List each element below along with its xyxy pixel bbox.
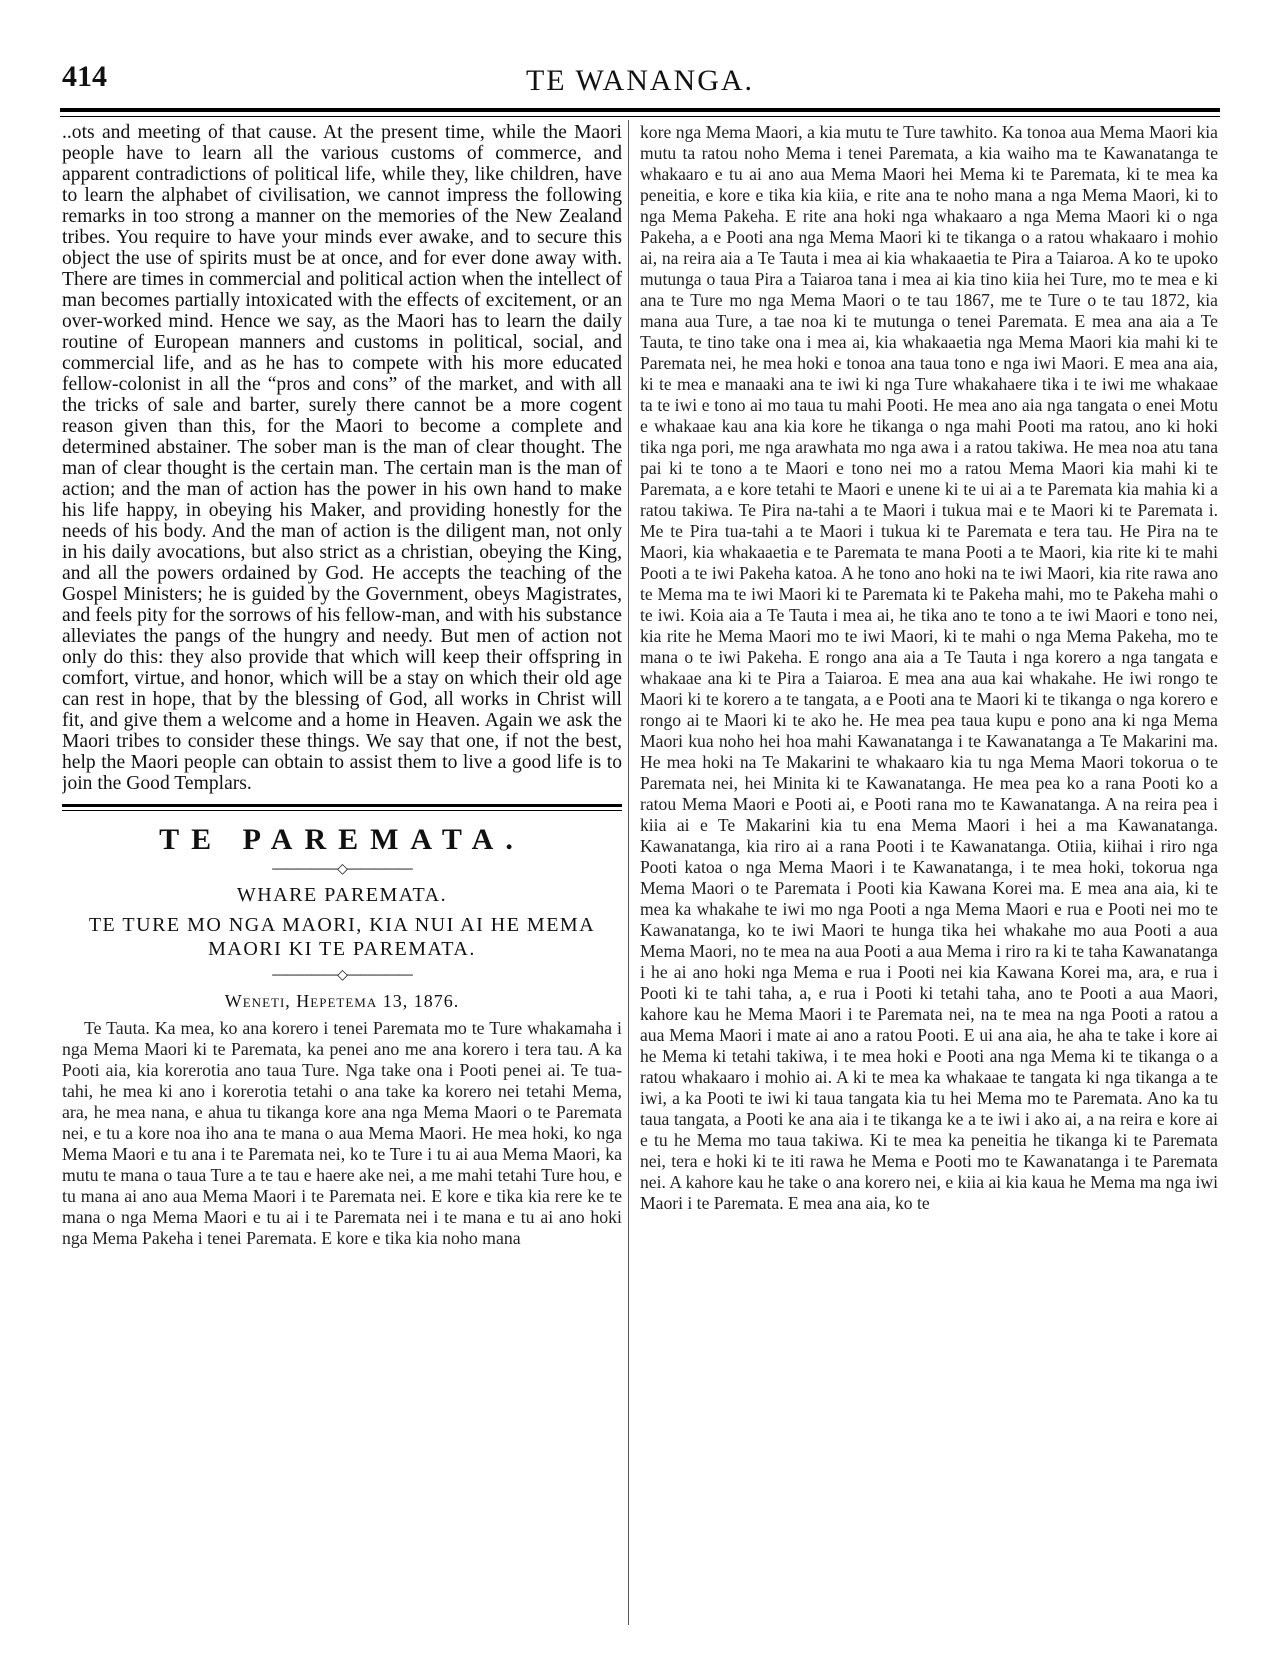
page-number: 414	[62, 60, 107, 93]
ornament-divider	[62, 967, 622, 983]
ornament-divider	[62, 861, 622, 877]
subtitle-te-ture: TE TURE MO NGA MAORI, KIA NUI AI HE MEMA MAORI KI TE PAREMATA.	[88, 914, 596, 960]
newspaper-title: TE WANANGA.	[525, 64, 755, 97]
english-article: ..ots and meeting of that cause. At the present time, while the Maori people have to learn all the various customs of commerce, and apparent contradictions of political life, while they, like children, have to learn the alphabet of civilisation, we cannot impress the following remarks in too strong a manner on the memories of the New Zealand tribes. You require to have your minds ever awake, and to secure this object the use of spirits must be at once, and for ever done away with. There are times in commercial and political action when the intellect of man becomes partially intoxicated with the effects of excitement, or an over-worked mind. Hence we say, as the Maori has to learn the daily routine of European manners and customs in political, social, and commercial life, and as he has to compete with his more educated fellow-colonist in all the “pros and cons” of the market, and with all the tricks of sale and barter, surely there cannot be a more cogent reason given than this, for the Maori to become a complete and determined abstainer. The sober man is the man of clear thought. The man of clear thought is the certain man. The certain man is the man of action; and the man of action has the power in his own hand to make his life happy, in obeying his Maker, and providing honestly for the needs of his body. And the man of action is the diligent man, not only in his daily avocations, but also strict as a christian, obeying the King, and all the powers ordained by God. He accepts the teaching of the Gospel Ministers; he is guided by the Government, obeys Magistrates, and feels pity for the sorrows of his fellow-man, and with his substance alleviates the pangs of the hungry and needy. But men of action not only do this: they also provide that which will keep their offspring in comfort, virtue, and honor, which will be a stay on which their old age can rest in hope, that by the blessing of God, all works in Christ will fit, and give them a welcome and a home in Heaven. Again we ask the Maori tribes to consider these things. We say that one, if not the best, help the Maori people can obtain to assist them to live a good life is to join the Good Templars.	[62, 122, 622, 794]
column-divider	[628, 120, 629, 1625]
subtitle-whare: WHARE PAREMATA.	[236, 884, 448, 906]
left-column	[62, 122, 622, 1642]
date-line: Weneti, Hepetema 13, 1876.	[224, 991, 460, 1011]
section-rule	[62, 804, 622, 811]
maori-report-continued: kore nga Mema Maori, a kia mutu te Ture tawhito. Ka tonoa aua Mema Maori kia mutu ta ratou noho Mema i tenei Paremata, a kia waiho ma te Kawanatanga te whakaaro e tu ai ano aua Mema Maori hei Mema ki te Paremata, ki te mea ka peneitia, e kore e tika kia kiia, e rite ana te noho mana a nga Mema Maori, ki to nga Mema Pakeha. E rite ana hoki nga whakaaro a nga Mema Maori ki o nga Pakeha, a e Pooti ana nga Mema Maori ki te tikanga o a ratou whakaaro i mohio ai, na reira aia a Te Tauta i mea ai kia whakaaetia te Pira a Taiaroa. A ko te upoko mutunga o taua Pira a Taiaroa tana i mea ai kia tino kiia hei Ture, mo te mea e ki ana te Ture mo nga Mema Maori o te tau 1867, me te Ture o te tau 1872, kia mana aua Ture, a tae noa ki te mutunga o tenei Paremata. E mea ana aia a Te Tauta, te tino take ona i mea ai, kia whakaaetia nga Mema Maori kia mahi ki te Paremata nei, he mea hoki e tonoa ana taua tono e nga iwi Maori. E mea ana aia, ki te mea e manaaki ana te iwi ki nga Ture whakahaere tika i te iwi me whakaae ta te iwi e tono ai mo taua tu mahi Pooti. He mea ano aia nga tangata o enei Motu e whakaae kau ana kia kore he tikanga o nga mahi Pooti ma ratou, ano ki hoki tika nga pori, me nga arawhata mo nga awa i a ratou takiwa. He mea noa atu tana pai ki te tono a te Maori e tono nei mo a ratou Mema Maori kia mahi ki te Paremata, a e kore tetahi te Maori e unene ki te ui ai a te Paremata kia mahia ki a ratou takiwa. Te Pira na-tahi a te Maori i tukua mai e te Maori ki te Paremata i. Me te Pira tua-tahi a te Maori i tukua ki te Paremata e tera tau. He Pira na te Maori, kia whakaaetia e te Paremata te mana Pooti a te Maori, kia rite ki te mahi Pooti a te iwi Pakeha katoa. A he tono ano hoki na te iwi Maori, kia rite rawa ano te Mema ma te iwi Maori ki te Paremata ki te Pakeha mahi, mo te Pakeha mahi o te iwi. Koia aia a Te Tauta i mea ai, he tika ano te tono a te iwi Maori e tono nei, kia rite he Mema Maori mo te iwi Maori, ki te mahi o nga Mema Pakeha, mo te mana o te iwi Pakeha. E rongo ana aia a Te Tauta i nga korero a nga tangata e whakaae ana ki te Pira a Taiaroa. E mea ana aua kai whakahe. He iwi rongo te Maori ki te korero a te tangata, a e Pooti ana te Maori ki te tikanga o nga korero e rongo ai te Maori ki te ako he. He mea pea taua kupu e pono ana ki nga Mema Maori kua noho hei hoa mahi Kawanatanga i te Kawanatanga a Te Makarini ma. He mea hoki na Te Makarini te whakaaro kia tu nga Mema Maori tokorua o te Paremata nei, hei Minita ki te Kawanatanga. He mea pea ko a rana Pooti ko a ratou Mema Maori e Pooti ai, e Pooti rana mo te Kawanatanga. A na reira pea i kiia ai e Te Makarini kia tu ena Mema Maori i hei a ma Kawanatanga. Kawanatanga, kia riro ai a rana Pooti i te Kawanatanga. Otiia, kiihai i riro nga Pooti katoa o nga Mema Maori i te Kawanatanga, i te mea hoki, tokorua nga Mema Maori o te Paremata i Pooti kia Kawana Korei ma. E mea ana aia, ki te mea ka whakahe te iwi mo nga Pooti a nga Mema Maori e rua e Pooti nei mo te Kawanatanga, ko te iwi Maori te hunga tika hei whakahe mo aua Pooti a aua Mema Maori, no te mea na aua Pooti a aua Mema i riro ra ki te taha Kawanatanga i he ai ano hoki nga Mema e rua i Pooti nei kia Kawana Korei ma, ara, e rua i Pooti ki te tahi taha, a, e rua i Pooti ki tetahi taha, ano te Pooti a aua Maori, kahore kau he Mema Maori i te Paremata nei, na te mea na nga Pooti a ratou a aua Mema Maori i mate ai ano a ratou Pooti. E ui ana aia, he aha te take i kore ai he Mema ki tetahi takiwa, i te mea hoki e Pooti ana nga Mema ki te tikanga o a ratou whakaaro i mohio ai. A ki te mea ka whakaae te tangata ki nga tikanga a te iwi, a ka Pooti te iwi ki taua tangata kia tu hei Mema mo te Paremata. Ano ka tu taua tangata, a Pooti ke ana aia i te tikanga ke a te iwi i ako ai, a na reira e kore ai e tu he Mema mo taua takiwa. Ki te mea ka peneitia he tikanga ki te Paremata nei, tera e hoki ki te iti rawa he Mema e Pooti mo te Kawanatanga i te Paremata nei. A kahore kau he take o ana korero nei, e kiia ai kia kaua he Mema ma nga iwi Maori i te Paremata. E mea ana aia, ko te	[640, 122, 1218, 1213]
right-column	[640, 122, 1218, 1642]
maori-report: Te Tauta. Ka mea, ko ana korero i tenei Paremata mo te Ture whakamaha i nga Mema Maori ki te Paremata, ka penei ano me ana korero i tera tau. A ka Pooti aia, kia korerotia ano taua Ture. Nga take ona i Pooti penei ai. Te tua-tahi, he mea ki ano i korerotia tetahi o ana take ka korero nei tetahi Mema, ara, he mea nana, e ahua tu tikanga kore ana nga Mema Maori o te Paremata nei, e tu a kore noa iho ana te mana o aua Mema Maori. He mea hoki, ko nga Mema Maori e tu ana i te Paremata nei, ko te Ture i tu ai aua Mema Maori, ka mutu te mana o taua Ture a te tau e haere ake nei, a me mahi tetahi Ture hou, e tu mana ai ano aua Mema Maori i te Paremata nei. E kore e tika kia rere ke te mana o nga Mema Maori e tu ai i te Paremata nei i te mana e tu ai ano hoki nga Mema Pakeha i tenei Paremata. E kore e tika kia noho mana	[62, 1018, 622, 1248]
section-title: TE PAREMATA.	[159, 823, 525, 856]
header-rule	[60, 108, 1220, 117]
